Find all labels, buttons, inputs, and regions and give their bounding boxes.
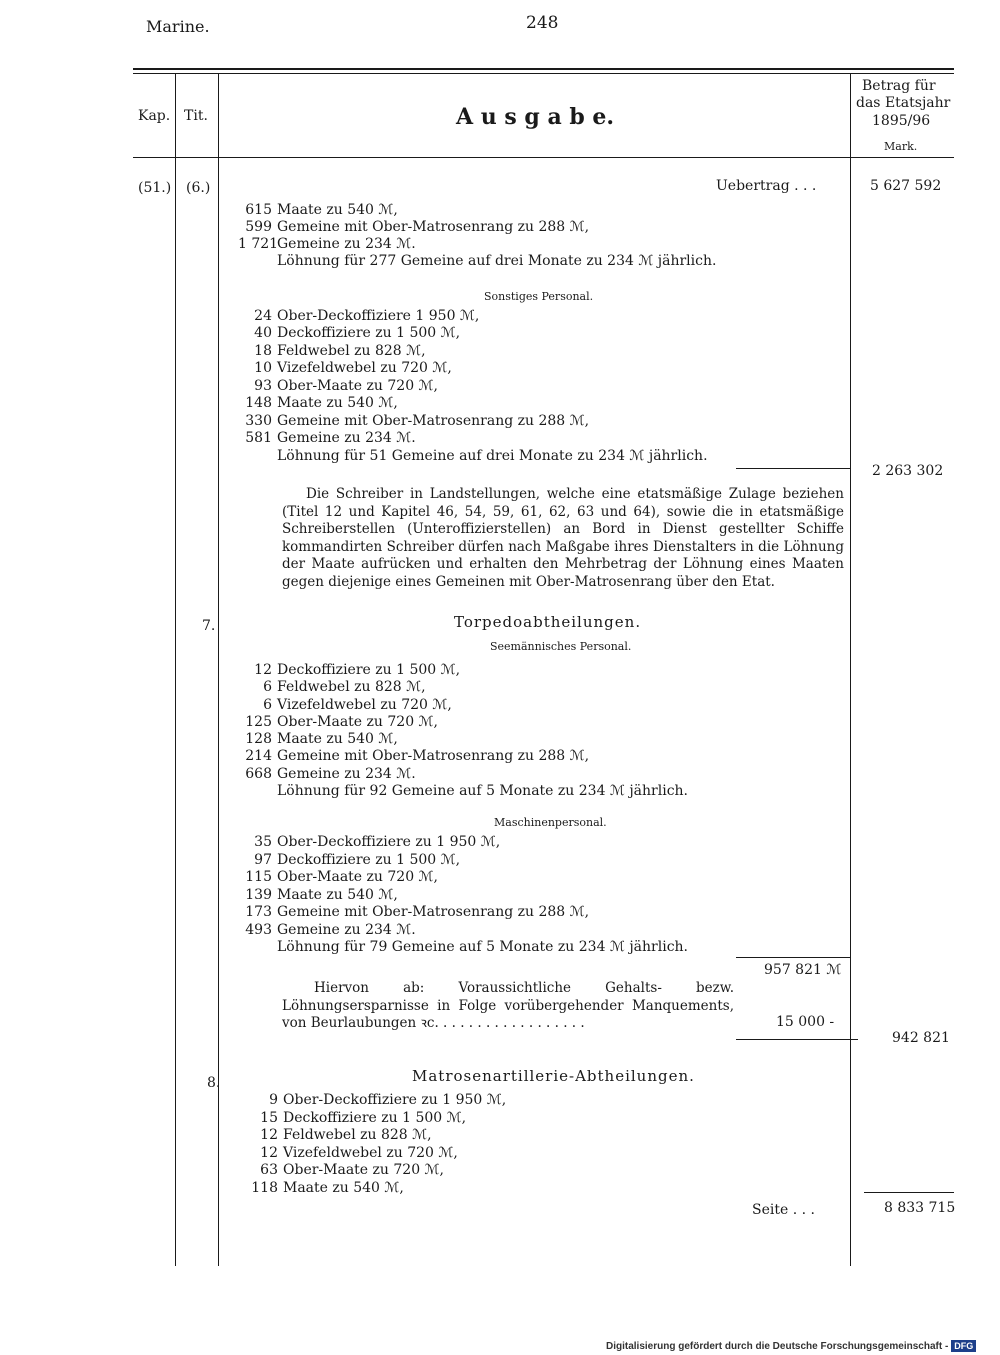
list-item: 615 Maate zu 540 ℳ, [245,202,398,218]
dfg-logo: DFG [951,1340,976,1352]
credit-text: Digitalisierung gefördert durch die Deutsche Forschungsgemeinschaft - [606,1341,949,1352]
list-item: Löhnung für 79 Gemeine auf 5 Monate zu 234 ℳ jährlich. [277,939,689,955]
header-amount-line3: 1895/96 [872,113,931,129]
list-item: 493 Gemeine zu 234 ℳ. [245,922,416,938]
header-tit: Tit. [184,108,208,124]
col-divider-amount [850,74,851,1266]
list-item: 139 Maate zu 540 ℳ, [245,887,398,903]
header-amount-unit: Mark. [884,140,918,153]
list-item: Löhnung für 51 Gemeine auf drei Monate zu 234 ℳ jährlich. [277,448,708,464]
list-item: Löhnung für 277 Gemeine auf drei Monate zu 234 ℳ jährlich. [277,253,717,269]
list-item: 93 Ober-Maate zu 720 ℳ, [254,378,438,394]
list-item: Löhnung für 92 Gemeine auf 5 Monate zu 234 ℳ jährlich. [277,783,689,799]
page-number: 248 [526,13,559,33]
subheading-maschinen: Maschinenpersonal. [494,816,607,829]
seite-rule [864,1192,954,1193]
list-item: 330 Gemeine mit Ober-Matrosenrang zu 288 ℳ, [245,413,590,429]
list-item: 10 Vizefeldwebel zu 720 ℳ, [254,360,452,376]
subtotal-rule-2 [736,1039,858,1040]
inner-total-rule [736,957,850,958]
col-divider-kap [175,74,176,1266]
kap-value: (51.) [138,180,172,196]
list-item: 125 Ober-Maate zu 720 ℳ, [245,714,438,730]
list-item: 12 Feldwebel zu 828 ℳ, [260,1127,432,1143]
table-top-rule-thin [133,73,954,74]
subheading-sonstiges: Sonstiges Personal. [484,290,594,303]
uebertrag-label: Uebertrag . . . [716,178,817,194]
header-ausgabe: A u s g a b e. [456,104,615,130]
list-item: 12 Deckoffiziere zu 1 500 ℳ, [254,662,461,678]
digitization-credit [606,1340,976,1352]
note-paragraph: Die Schreiber in Landstellungen, welche eine etatsmäßige Zulage beziehen (Titel 12 und Kapitel 46, 54, 59, 61, 62, 63 und 64), sowie die in etatsmäßige Schreiberstellen (Unteroffizierstellen) an Bord in Dienst gestellter Schiffe kommandirten Schreiber dürfen nach Maßgabe ihres Dienstalters in die Löhnung der Maate aufrücken und erhalten den Mehrbetrag der Löhnung eines Maaten gegen diejenige eines Gemeinen mit Ober-Matrosenrang über den Etat. [282,486,844,590]
list-item: 15 Deckoffiziere zu 1 500 ℳ, [260,1110,467,1126]
list-item: 118 Maate zu 540 ℳ, [251,1180,404,1196]
list-item: 97 Deckoffiziere zu 1 500 ℳ, [254,852,461,868]
list-item: 12 Vizefeldwebel zu 720 ℳ, [260,1145,458,1161]
tit-value-7: 7. [202,618,216,634]
tit-value-8: 8. [207,1075,221,1091]
header-kap: Kap. [138,108,171,124]
list-item: 40 Deckoffiziere zu 1 500 ℳ, [254,325,461,341]
list-item: 148 Maate zu 540 ℳ, [245,395,398,411]
list-item: 6 Vizefeldwebel zu 720 ℳ, [263,697,452,713]
list-item: 63 Ober-Maate zu 720 ℳ, [260,1162,444,1178]
header-bottom-rule [133,157,954,158]
list-item: 24 Ober-Deckoffiziere 1 950 ℳ, [254,308,480,324]
list-item: 668 Gemeine zu 234 ℳ. [245,766,416,782]
subheading-seemaennisch: Seemännisches Personal. [490,640,632,653]
seite-amount: 8 833 715 [884,1200,956,1216]
deduction-text: Hiervon ab: Voraussichtliche Gehalts- bezw. Löhnungsersparnisse in Folge vorübergehender Manquements, von Beurlaubungen ꝛc. . . . . . . . . . . . . . . . . . [282,980,734,1031]
seite-label: Seite . . . [752,1202,815,1218]
running-header-section: Marine. [146,17,210,36]
list-item: 1 721Gemeine zu 234 ℳ. [238,236,416,252]
list-item: 35 Ober-Deckoffiziere zu 1 950 ℳ, [254,834,501,850]
header-amount-line2: das Etatsjahr [856,95,951,111]
list-item: 173 Gemeine mit Ober-Matrosenrang zu 288 ℳ, [245,904,590,920]
heading-matrosenartillerie: Matrosenartillerie-Abtheilungen. [412,1067,695,1085]
tit-value-6: (6.) [186,180,211,196]
list-item: 18 Feldwebel zu 828 ℳ, [254,343,426,359]
list-item: 599 Gemeine mit Ober-Matrosenrang zu 288 ℳ, [245,219,590,235]
subtotal-2: 942 821 [892,1030,950,1046]
table-top-rule-thick [133,68,954,70]
subtotal-1: 2 263 302 [872,463,944,479]
list-item: 9 Ober-Deckoffiziere zu 1 950 ℳ, [269,1092,507,1108]
heading-torpedo: Torpedoabtheilungen. [454,613,642,631]
inner-total: 957 821 ℳ [764,962,842,978]
list-item: 115 Ober-Maate zu 720 ℳ, [245,869,438,885]
header-amount-line1: Betrag für [862,78,936,94]
subtotal-rule-1 [736,468,850,469]
uebertrag-amount: 5 627 592 [870,178,942,194]
list-item: 214 Gemeine mit Ober-Matrosenrang zu 288 ℳ, [245,748,590,764]
list-item: 6 Feldwebel zu 828 ℳ, [263,679,426,695]
list-item: 128 Maate zu 540 ℳ, [245,731,398,747]
list-item: 581 Gemeine zu 234 ℳ. [245,430,416,446]
deduction-amount: 15 000 - [776,1014,835,1030]
